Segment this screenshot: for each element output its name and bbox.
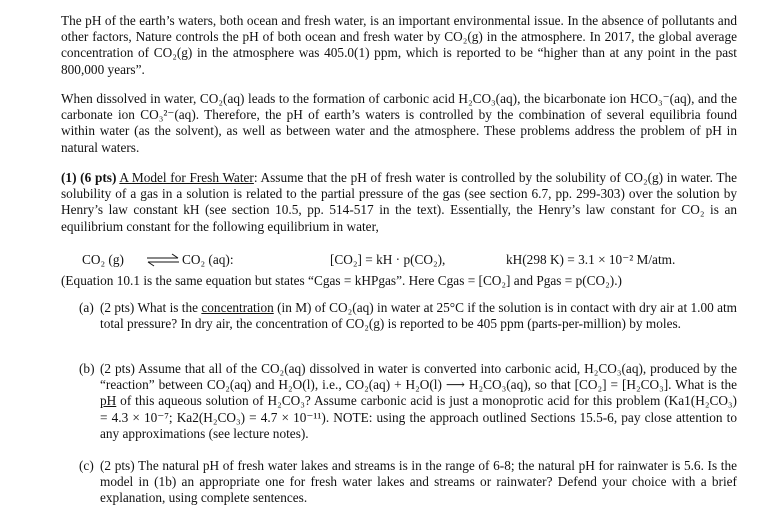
part-b [79,361,737,442]
part-a-key: concentration [201,300,274,315]
henry-constant: kH(298 K) = 3.1 × 10⁻² M/atm. [506,252,676,267]
part-c [79,458,737,507]
question-1-text: : Assume that the pH of fresh water is controlled by the solubility of CO₂(g) in water. The solubility of a gas in a solution is related to the partial pressure of the gas (see section 6.7, pp. 299-303) over the solution by Henry’s law constant kH (see section 10.5, pp. 514-517 in the text). Essentially, the Henry’s law constant for CO₂ is an equilibrium constant for the following equilibrium in water, [61,170,738,234]
intro-paragraph: The pH of the earth’s waters, both ocean and fresh water, is an important environmental issue. In the absence of pollutants and other factors, Nature controls the pH of both ocean and fresh water by CO₂(g) in the atmosphere. In 2017, the global average concentration of CO₂(g) in the atmosphere was 405.0(1) ppm, which is reported to be “higher than at any point in the past 800,000 years”. [61,13,737,77]
question-1-paragraph [61,170,737,235]
part-a-body: (2 pts) What is the concentration (in M) of CO₂(aq) in water at 25°C if the solution is in contact with dry air at 1.00 atm total pressure? In dry air, the concentration of CO₂(g) is reported to be 405 ppm (parts-per-million) by moles. [100,300,738,332]
equation-left: CO₂ (g) [82,252,124,267]
question-1-title: A Model for Fresh Water [119,170,254,185]
equilibrium-arrows-icon [146,251,180,267]
equation-right: CO₂ (aq): [182,252,234,267]
part-b-tag: (b) [79,361,95,376]
part-a-tag: (a) [79,300,94,315]
part-b-key: pH [100,393,117,409]
henry-equation-line [61,252,737,269]
part-b-body: (2 pts) Assume that all of the CO₂(aq) dissolved in water is converted into carbonic acid, H₂CO₃(aq), produced by the “reaction” between CO₂(aq) and H₂O(l), i.e., CO₂(aq) + H₂O(l) ⟶ H₂CO₃(aq), so that [CO₂] = [H₂CO₃]. What is the pH of this aqueous solution of H₂CO₃? Assume carbonic acid is just a monoprotic acid for this problem (Ka1(H₂CO₃) = 4.3 × 10⁻⁷; Ka2(H₂CO₃) = 4.7 × 10⁻¹¹). NOTE: using the approach outlined Sections 15.5-6, pay close attention to any approximations (see lecture notes). [100,361,737,441]
part-a [79,300,737,332]
part-c-body: (2 pts) The natural pH of fresh water lakes and streams is in the range of 6-8; the natural pH for rainwater is 5.6. Is the model in (1b) an appropriate one for fresh water lakes and streams or rainwater? Defend your choice with a brief explanation, using complete sentences. [100,458,737,506]
part-c-tag: (c) [79,458,94,473]
equation-note: (Equation 10.1 is the same equation but states “Cgas = kHPgas”. Here Cgas = [CO₂] and Pgas = p(CO₂).) [61,273,622,288]
equilibria-paragraph: When dissolved in water, CO₂(aq) leads to the formation of carbonic acid H₂CO₃(aq), the bicarbonate ion HCO₃⁻(aq), and the carbonate ion CO₃²⁻(aq). Therefore, the pH of earth’s waters is controlled by the combination of several equilibria found within water (as the solvent), as well as between water and the atmosphere. These problems address the problem of pH in natural waters. [61,91,737,155]
question-1-lead: (1) (6 pts) [61,170,117,185]
henry-law: [CO₂] = kH · p(CO₂), [330,252,446,267]
